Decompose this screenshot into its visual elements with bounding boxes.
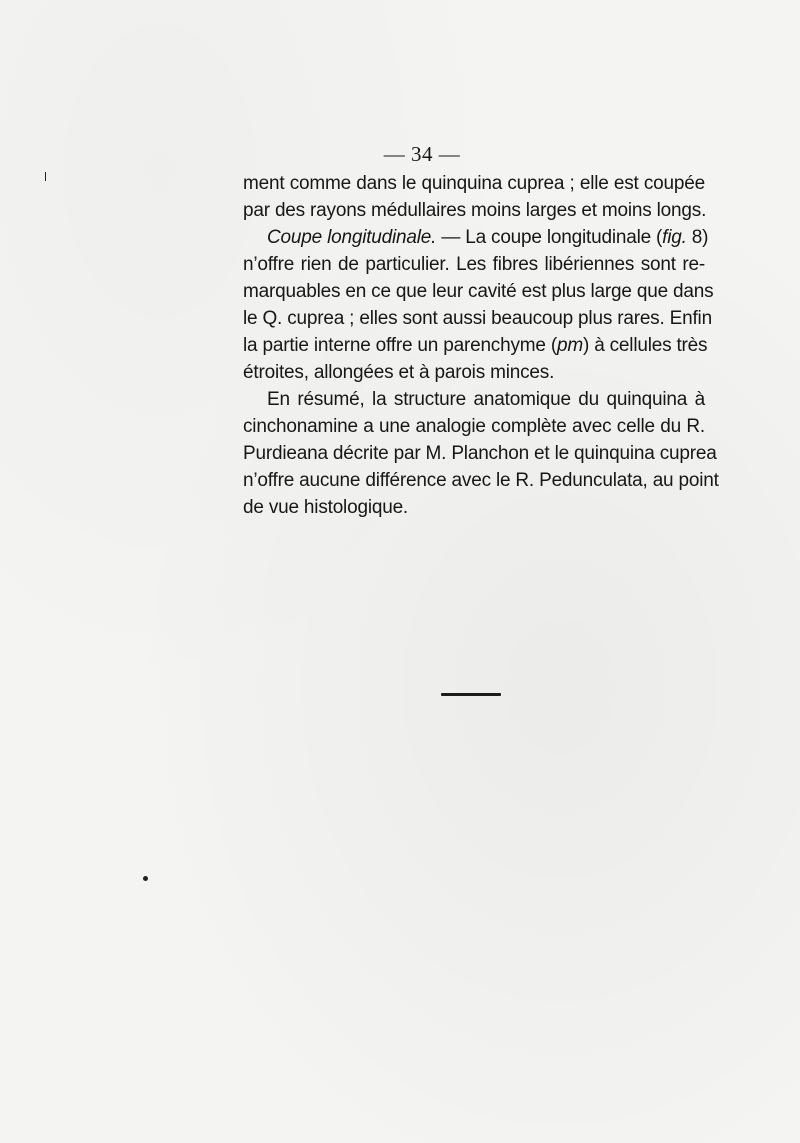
page-number: — 34 — [383, 142, 461, 166]
text-line: Purdieana décrite par M. Planchon et le quinquina cuprea [243, 443, 717, 464]
text-line: marquables en ce que leur cavité est plus large que dans [243, 281, 714, 302]
text-line: la partie interne offre un parenchyme (pm) à cellules très [243, 335, 708, 356]
text-line: le Q. cuprea ; elles sont aussi beaucoup plus rares. Enfin [243, 308, 712, 329]
section-divider-rule [441, 693, 501, 696]
text-line: n’offre aucune différence avec le R. Pedunculata, au point [243, 470, 719, 491]
text-line: étroites, allongées et à parois minces. [243, 362, 555, 383]
text-line-section-heading: Coupe longitudinale. — La coupe longitudinale (fig. 8) [267, 227, 709, 248]
figure-reference: fig. [662, 227, 687, 248]
text-line: ment comme dans le quinquina cuprea ; elle est coupée [243, 173, 705, 194]
section-heading-italic: Coupe longitudinale. [267, 227, 437, 248]
text-line: En résumé, la structure anatomique du quinquina à [267, 389, 705, 410]
text-line: de vue histologique. [243, 497, 409, 518]
text-line: cinchonamine a une analogie complète avec celle du R. [243, 416, 705, 437]
abbreviation-pm: pm [556, 335, 583, 356]
body-text [243, 170, 719, 521]
text-line: n’offre rien de particulier. Les fibres libériennes sont re- [243, 254, 705, 275]
text-line: par des rayons médullaires moins larges et moins longs. [243, 200, 707, 221]
ink-speck [143, 876, 148, 881]
ink-speck [45, 172, 46, 181]
